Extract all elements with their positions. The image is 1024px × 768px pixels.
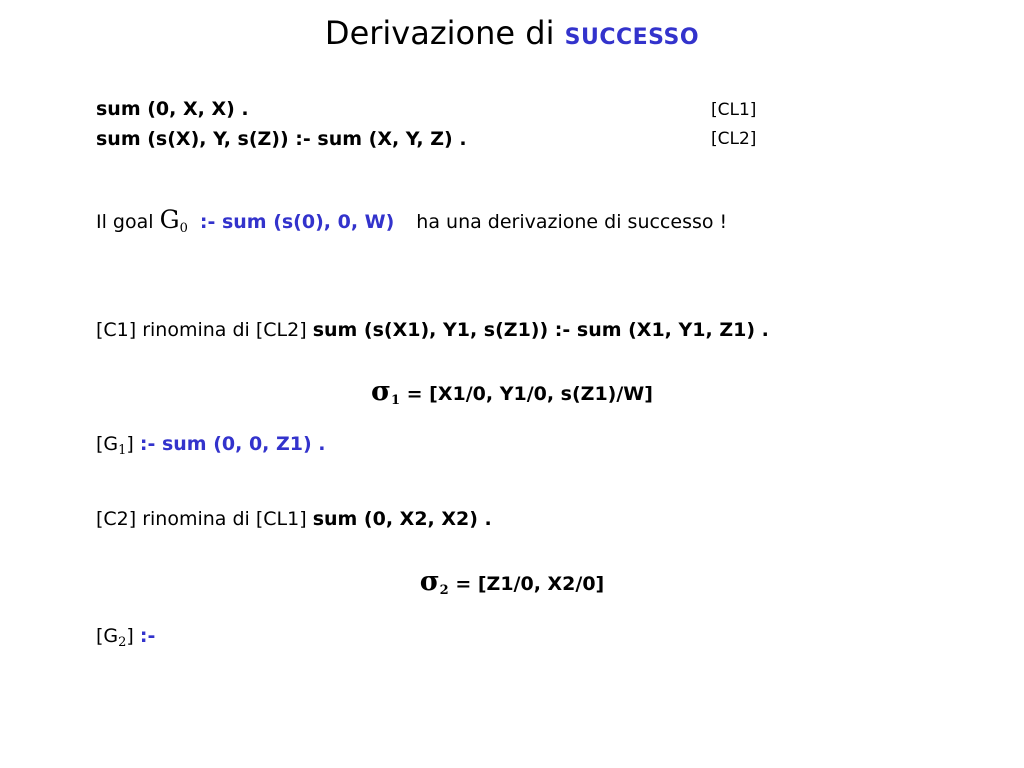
step2-clause: sum (0, X2, X2) . [312,508,492,530]
program-clause-1: sum (0, X, X) . [96,98,249,120]
step1-subst: = [X1/0, Y1/0, s(Z1)/W] [400,383,653,405]
step1-label: [C1] rinomina di [CL2] [96,319,313,341]
step1-substitution [0,376,1024,408]
step2-label: [C2] rinomina di [CL1] [96,508,313,530]
step1-goal-subscript: 1 [118,443,127,458]
step1-goal-open: [G [96,433,119,455]
step2-goal-query: :- [139,625,156,647]
step1-goal-close: ] [126,433,140,455]
goal-subscript: 0 [179,221,188,236]
step2-goal [96,625,155,650]
step2-goal-subscript: 2 [118,635,127,650]
goal-query: :- sum (s(0), 0, W) [199,211,395,233]
sigma-symbol: σ [371,376,391,407]
step2-rename [96,508,492,530]
goal-line [96,205,727,236]
clause-tag-2: [CL2] [711,129,757,149]
goal-symbol: G [159,205,180,234]
step1-goal [96,433,326,458]
title-text: Derivazione di [324,14,565,52]
goal-suffix: ha una derivazione di successo ! [416,211,728,233]
sigma-subscript-2: 2 [439,583,449,598]
step1-goal-query: :- sum (0, 0, Z1) . [139,433,326,455]
step2-goal-close: ] [126,625,140,647]
step2-subst: = [Z1/0, X2/0] [448,573,605,595]
step2-substitution [0,566,1024,598]
sigma-symbol-2: σ [419,566,440,597]
clause-tag-1: [CL1] [711,100,757,120]
slide-title [0,14,1024,52]
sigma-subscript: 1 [390,393,401,408]
step2-goal-open: [G [96,625,119,647]
goal-prefix: Il goal [96,211,160,233]
program-clause-2: sum (s(X), Y, s(Z)) :- sum (X, Y, Z) . [96,128,467,150]
title-keyword: SUCCESSO [564,25,700,50]
step1-clause: sum (s(X1), Y1, s(Z1)) :- sum (X1, Y1, Z1) . [312,319,769,341]
step1-rename [96,319,769,341]
